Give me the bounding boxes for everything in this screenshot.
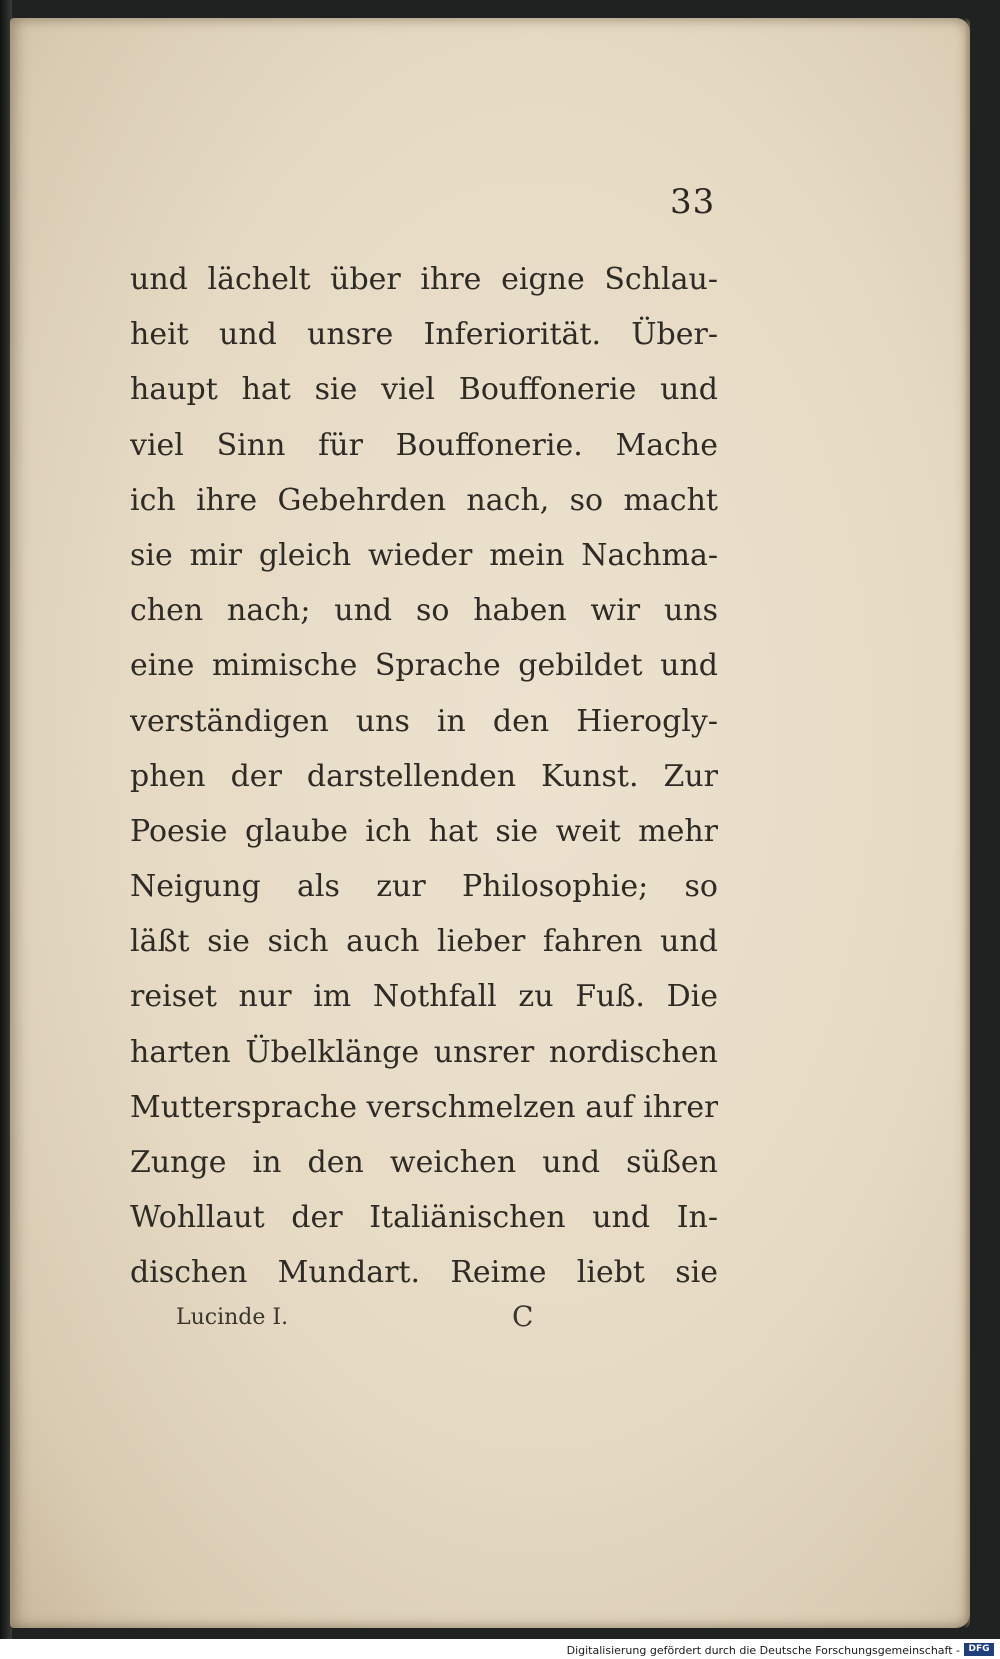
credit-text: Digitalisierung gefördert durch die Deutsche Forschungsgemeinschaft -: [566, 1644, 960, 1657]
text-line: Poesie glaube ich hat sie weit mehr: [130, 813, 718, 849]
text-line: Zunge in den weichen und süßen: [130, 1145, 718, 1180]
text-line: harten Übelklänge unsrer nordischen: [130, 1034, 718, 1070]
text-line: reiset nur im Nothfall zu Fuß. Die: [130, 979, 718, 1015]
text-line: chen nach; und so haben wir uns: [130, 593, 718, 629]
text-line: Neigung als zur Philosophie; so: [130, 869, 718, 905]
page-edge: [964, 18, 970, 1628]
text-line: Muttersprache verschmelzen auf ihrer: [130, 1089, 718, 1125]
text-line: ich ihre Gebehrden nach, so macht: [130, 482, 718, 518]
signature-mark: Lucinde I.: [176, 1305, 289, 1330]
text-line: eine mimische Sprache gebildet und: [130, 648, 718, 684]
text-line: sie mir gleich wieder mein Nachma-: [130, 537, 718, 573]
text-line: dischen Mundart. Reime liebt sie: [130, 1255, 718, 1291]
body-text: [130, 252, 718, 1301]
text-line: verständigen uns in den Hierogly-: [130, 703, 718, 739]
page-number: 33: [670, 182, 716, 222]
dfg-logo-icon: DFG: [964, 1643, 994, 1656]
text-line: Wohllaut der Italiänischen und In-: [130, 1200, 718, 1236]
text-line: haupt hat sie viel Bouffonerie und: [130, 372, 718, 408]
text-line: und lächelt über ihre eigne Schlau-: [130, 262, 718, 297]
text-line: heit und unsre Inferiorität. Über-: [130, 317, 718, 353]
text-line: läßt sie sich auch lieber fahren und: [130, 924, 718, 960]
text-line: phen der darstellenden Kunst. Zur: [130, 758, 718, 794]
text-line: viel Sinn für Bouffonerie. Mache: [130, 427, 718, 463]
credit-bar: [0, 1639, 1000, 1659]
gathering-mark: C: [512, 1300, 534, 1333]
